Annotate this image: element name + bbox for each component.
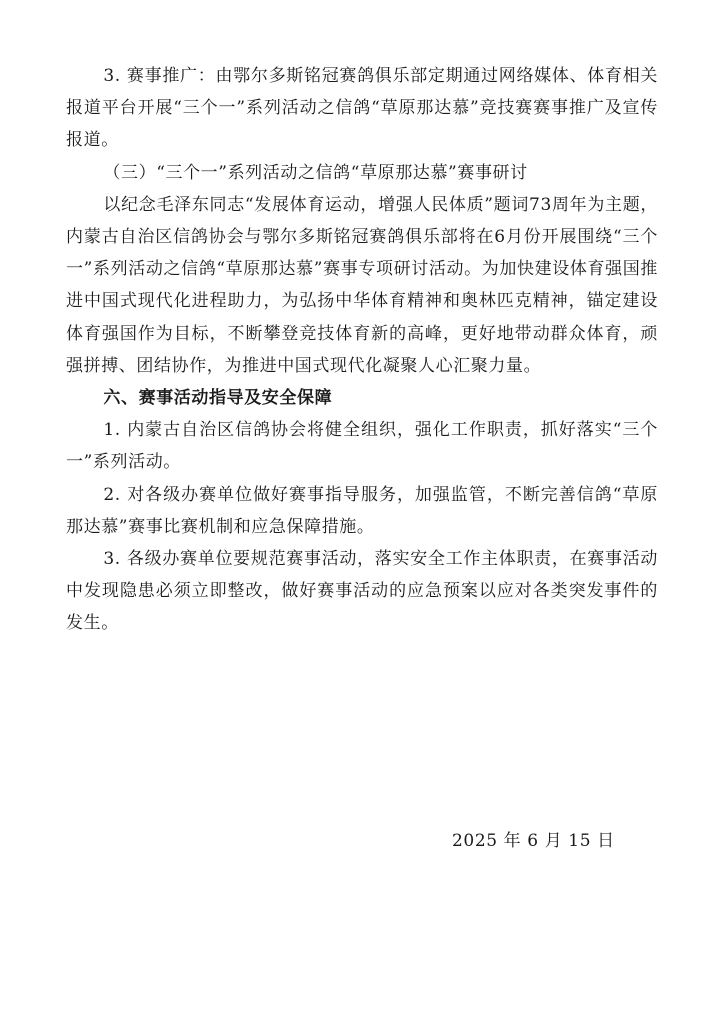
paragraph-event-promotion: 3. 赛事推广：由鄂尔多斯铭冠赛鸽俱乐部定期通过网络媒体、体育相关报道平台开展“三个一”系列活动之信鸽“草原那达慕”竞技赛赛事推广及宣传报道。 bbox=[66, 66, 658, 151]
section-heading-seminar: （三）“三个一”系列活动之信鸽“草原那达慕”赛事研讨 bbox=[103, 162, 528, 183]
document-body bbox=[66, 60, 658, 640]
paragraph-item-3: 3. 各级办赛单位要规范赛事活动，落实安全工作主体职责，在赛事活动中发现隐患必须立即整改，做好赛事活动的应急预案以应对各类突发事件的发生。 bbox=[66, 549, 658, 634]
paragraph-item-1: 1. 内蒙古自治区信鸽协会将健全组织，强化工作职责，抓好落实“三个一”系列活动。 bbox=[66, 420, 658, 473]
paragraph-item-2: 2. 对各级办赛单位做好赛事指导服务，加强监管，不断完善信鸽“草原那达慕”赛事比赛机制和应急保障措施。 bbox=[66, 484, 658, 537]
paragraph-seminar: 以纪念毛泽东同志“发展体育运动，增强人民体质”题词73周年为主题，内蒙古自治区信鸽协会与鄂尔多斯铭冠赛鸽俱乐部将在6月份开展围绕“三个一”系列活动之信鸽“草原那达慕”赛事专项研讨活动。为加快建设体育强国推进中国式现代化进程助力，为弘扬中华体育精神和奥林匹克精神，锚定建设体育强国作为目标，不断攀登竞技体育新的高峰，更好地带动群众体育，顽强拼搏、团结协作，为推进中国式现代化凝聚人心汇聚力量。 bbox=[66, 194, 658, 376]
document-date: 2025 年 6 月 15 日 bbox=[452, 831, 615, 851]
section-heading-guidance-safety: 六、赛事活动指导及安全保障 bbox=[103, 388, 333, 409]
